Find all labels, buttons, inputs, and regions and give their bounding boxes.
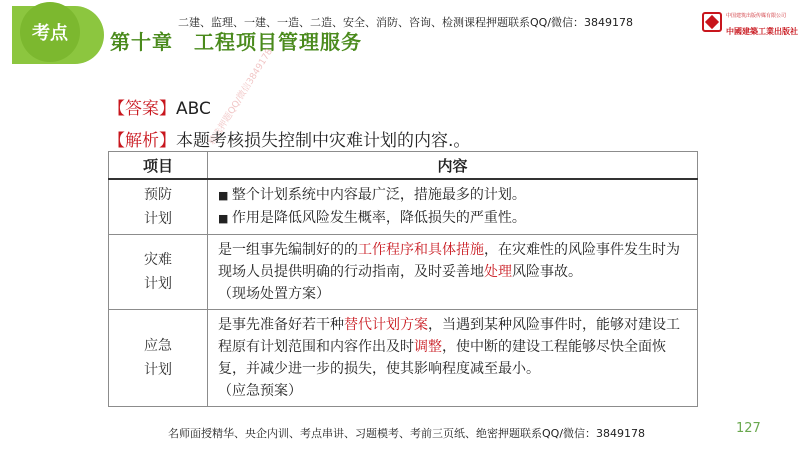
item-line: 计划	[144, 276, 172, 292]
item-line: 计划	[144, 211, 172, 227]
content-table	[108, 151, 698, 407]
publisher-name-small: 中国建筑出版传媒有限公司	[726, 13, 787, 19]
row-content-prevention	[208, 179, 698, 235]
item-line: 灾难	[144, 252, 172, 268]
publisher-logo	[702, 10, 798, 40]
content-text: 是事先准备好若干种	[218, 317, 344, 333]
content-note: （应急预案）	[218, 383, 302, 399]
analysis-text: 本题考核损失控制中灾难计划的内容.。	[176, 131, 471, 151]
answer-text: ABC	[176, 99, 211, 119]
bullet-item: ■ 整个计划系统中内容最广泛，措施最多的计划。	[218, 184, 689, 207]
content-text: ，在灾难性的风险事件发生时为现场人员提供明确的行动指南，及时妥善地	[218, 242, 680, 280]
analysis-tag: 【解析】	[108, 131, 176, 151]
highlight-text: 调整	[414, 339, 442, 355]
table-row	[109, 310, 698, 407]
content-text: ，当遇到某种风险事件时，能够对建设工程原有计划范围和内容作出及时	[218, 317, 680, 355]
answer-line	[108, 94, 211, 119]
table-row	[109, 235, 698, 310]
bullet-item: ■ 作用是降低风险发生概率，降低损失的严重性。	[218, 207, 689, 230]
row-content-emergency	[208, 310, 698, 407]
page-number: 127	[736, 421, 761, 436]
table-header-row	[109, 152, 698, 180]
header-item: 项目	[109, 152, 208, 180]
footer-promo-line: 名师面授精华、央企内训、考点串讲、习题模考、考前三页纸、绝密押题联系QQ/微信：3849178	[168, 427, 646, 440]
publisher-name: 中國建築工業出版社	[726, 27, 798, 36]
chapter-title: 第十章 工程项目管理服务	[110, 30, 362, 54]
table-row	[109, 179, 698, 235]
watermark-text: 精选押题QQ/微信3849178	[207, 47, 276, 147]
content-text: 风险事故。	[512, 264, 582, 280]
header-content: 内容	[208, 152, 698, 180]
row-item-prevention	[109, 179, 208, 235]
highlight-text: 工作程序和具体措施	[358, 242, 484, 258]
content-text: ，使中断的建设工程能够尽快全面恢复，并减少进一步的损失，使其影响程度减至最小。	[218, 339, 666, 377]
top-promo-line: 二建、监理、一建、一造、二造、安全、消防、咨询、检测课程押题联系QQ/微信：3849178	[178, 16, 634, 29]
badge-label: 考点	[32, 23, 68, 44]
topic-badge	[20, 2, 80, 62]
row-content-disaster	[208, 235, 698, 310]
analysis-line	[108, 126, 470, 151]
answer-tag: 【答案】	[108, 99, 176, 119]
highlight-text: 处理	[484, 264, 512, 280]
publisher-emblem-icon	[702, 12, 722, 32]
content-text: 是一组事先编制好的的	[218, 242, 358, 258]
item-line: 计划	[144, 362, 172, 378]
content-note: （现场处置方案）	[218, 286, 330, 302]
highlight-text: 替代计划方案	[344, 317, 428, 333]
row-item-emergency	[109, 310, 208, 407]
item-line: 预防	[144, 187, 172, 203]
row-item-disaster	[109, 235, 208, 310]
item-line: 应急	[144, 338, 172, 354]
